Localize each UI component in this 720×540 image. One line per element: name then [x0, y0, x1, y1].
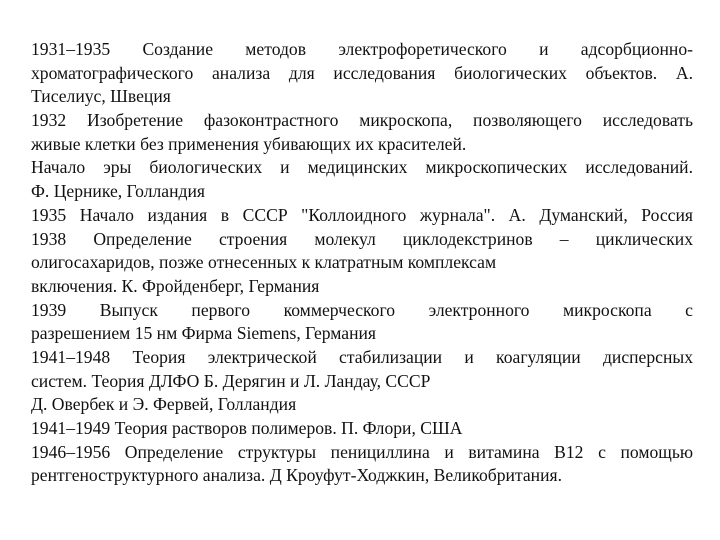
text-line-3: Тиселиус, Швеция: [31, 86, 171, 107]
text-line-10: олигосахаридов, позже отнесенных к клатратным комплексам: [31, 252, 497, 273]
text-line-17: 1941–1949 Теория растворов полимеров. П. Флори, США: [31, 418, 463, 438]
text-line-9: 1938 Определение строения молекул циклодекстринов – циклических: [31, 228, 693, 249]
text-line-2: хроматографического анализа для исследования биологических объектов. А.: [31, 62, 693, 83]
text-line-7: Ф. Цернике, Голландия: [31, 181, 205, 202]
text-line-19: рентгеноструктурного анализа. Д Кроуфут-Ходжкин, Великобритания.: [31, 465, 562, 486]
text-line-5: живые клетки без применения убивающих их красителей.: [31, 133, 467, 154]
text-line-6: Начало эры биологических и медицинских микроскопических исследований.: [31, 157, 693, 178]
text-line-12: 1939 Выпуск первого коммерческого электронного микроскопа с: [31, 299, 693, 320]
text-line-18: 1946–1956 Определение структуры пенициллина и витамина В12 с помощью: [31, 441, 693, 462]
text-line-8: 1935 Начало издания в СССР "Коллоидного журнала". А. Думанский, Россия: [31, 204, 693, 225]
text-line-16: Д. Овербек и Э. Фервей, Голландия: [31, 394, 297, 415]
text-line-15: систем. Теория ДЛФО Б. Дерягин и Л. Ландау, СССР: [31, 370, 431, 391]
text-line-4: 1932 Изобретение фазоконтрастного микроскопа, позволяющего исследовать: [31, 110, 693, 131]
text-line-1: 1931–1935 Создание методов электрофоретического и адсорбционно-: [31, 39, 693, 59]
timeline-text: [31, 38, 693, 488]
text-line-14: 1941–1948 Теория электрической стабилизации и коагуляции дисперсных: [31, 346, 693, 367]
text-line-13: разрешением 15 нм Фирма Siemens, Германия: [31, 323, 377, 344]
text-line-11: включения. К. Фройденберг, Германия: [31, 275, 320, 296]
